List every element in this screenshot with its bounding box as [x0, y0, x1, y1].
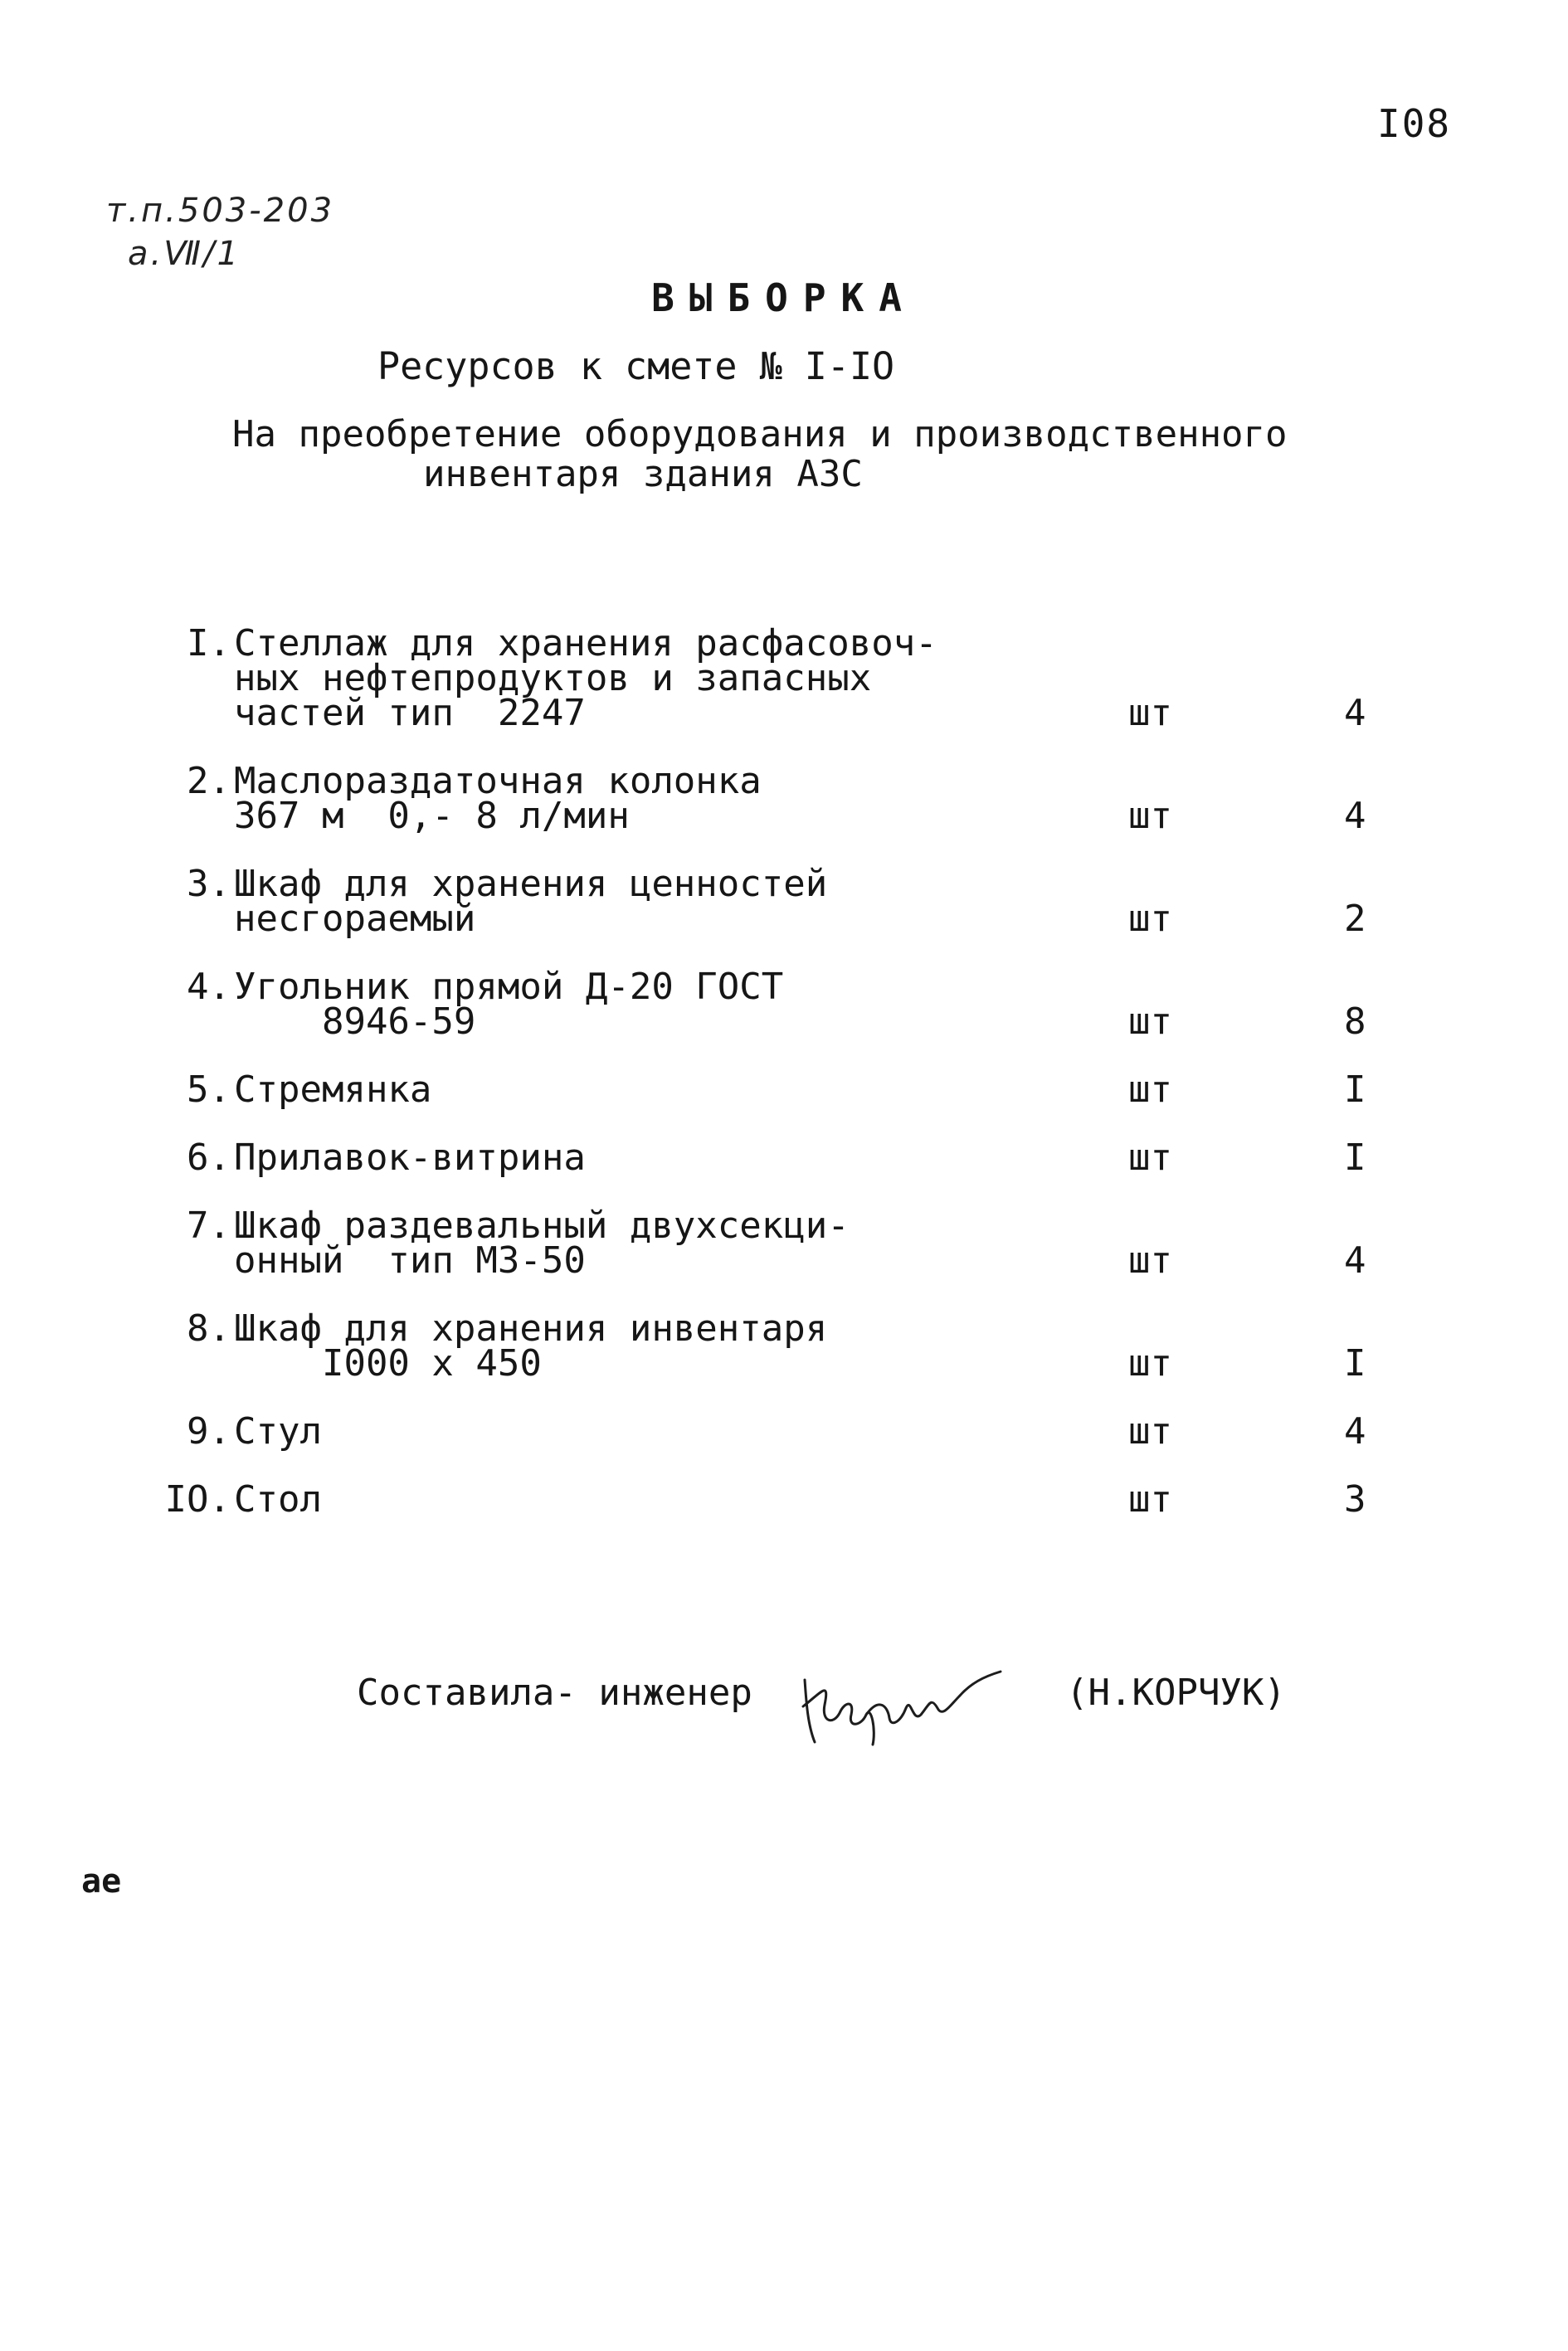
- item-unit: шт: [1128, 1239, 1172, 1282]
- item-unit: шт: [1128, 1137, 1172, 1179]
- item-quantity: I: [1344, 1068, 1366, 1111]
- item-description-line: Стол: [234, 1478, 322, 1521]
- item-description: [234, 622, 937, 734]
- item-description-line: Стул: [234, 1410, 322, 1453]
- document-title: ВЫБОРКА: [651, 275, 917, 320]
- list-item: [124, 863, 1419, 940]
- item-number: 5.: [187, 1068, 231, 1111]
- item-description: [234, 1478, 322, 1521]
- item-description: [234, 863, 828, 940]
- list-item: [124, 622, 1419, 734]
- item-quantity: 4: [1344, 1410, 1366, 1453]
- item-quantity: 3: [1344, 1478, 1366, 1521]
- item-description-line: 367 м 0,- 8 л/мин: [234, 795, 630, 837]
- list-item: [124, 1478, 1419, 1521]
- list-item: [124, 1307, 1419, 1385]
- item-number: 2.: [187, 760, 231, 802]
- item-quantity: 4: [1344, 1239, 1366, 1282]
- item-description-line: онный тип МЗ-50: [234, 1239, 586, 1282]
- item-unit: шт: [1128, 1410, 1172, 1453]
- item-number: 8.: [187, 1307, 231, 1350]
- item-description-line: Стремянка: [234, 1068, 432, 1111]
- item-unit: шт: [1128, 795, 1172, 837]
- item-description: [234, 760, 762, 837]
- item-description-line: Шкаф для хранения ценностей: [234, 863, 828, 905]
- item-number: 6.: [187, 1137, 231, 1179]
- list-item: [124, 1205, 1419, 1282]
- purpose-line-1: На преобретение оборудования и производственного: [232, 413, 1288, 455]
- list-item: [124, 1137, 1419, 1179]
- item-description: [234, 1068, 432, 1111]
- item-number: 9.: [187, 1410, 231, 1453]
- item-number: 3.: [187, 863, 231, 905]
- item-quantity: 4: [1344, 795, 1366, 837]
- item-description-line: Угольник прямой Д-20 ГОСТ: [234, 966, 784, 1008]
- item-quantity: 4: [1344, 692, 1366, 734]
- item-unit: шт: [1128, 898, 1172, 940]
- item-description-line: Маслораздаточная колонка: [234, 760, 762, 802]
- item-description: [234, 1137, 586, 1179]
- item-unit: шт: [1128, 1000, 1172, 1043]
- item-description-line: Шкаф для хранения инвентаря: [234, 1307, 828, 1350]
- item-description: [234, 1410, 322, 1453]
- item-description-line: Стеллаж для хранения расфасовоч-: [234, 622, 937, 664]
- item-description: [234, 966, 784, 1043]
- handwritten-signature: [796, 1647, 1012, 1755]
- list-item: [124, 1410, 1419, 1453]
- item-unit: шт: [1128, 692, 1172, 734]
- item-description-line: I000 х 450: [234, 1342, 542, 1385]
- item-quantity: I: [1344, 1137, 1366, 1179]
- item-description: [234, 1307, 828, 1385]
- item-number: 7.: [187, 1205, 231, 1247]
- item-number: 4.: [187, 966, 231, 1008]
- item-unit: шт: [1128, 1478, 1172, 1521]
- handnote-line-1: т.п.503-203: [106, 192, 335, 230]
- signatory-name: (Н.КОРЧУК): [1066, 1672, 1286, 1714]
- item-description: [234, 1205, 850, 1282]
- signature-label: Составила- инженер: [357, 1672, 752, 1714]
- item-description-line: 8946-59: [234, 1000, 476, 1043]
- item-quantity: 2: [1344, 898, 1366, 940]
- purpose-line-2: инвентаря здания АЗС: [423, 453, 863, 495]
- item-quantity: 8: [1344, 1000, 1366, 1043]
- list-item: [124, 760, 1419, 837]
- page-number: I08: [1377, 101, 1452, 146]
- item-number: I.: [187, 622, 231, 664]
- item-unit: шт: [1128, 1068, 1172, 1111]
- item-description-line: Прилавок-витрина: [234, 1137, 586, 1179]
- document-purpose: [232, 415, 1288, 494]
- handnote-line-2: а.Ⅶ/1: [128, 235, 241, 273]
- item-unit: шт: [1128, 1342, 1172, 1385]
- list-item: [124, 966, 1419, 1043]
- item-description-line: ных нефтепродуктов и запасных: [234, 657, 872, 699]
- footer-mark: ae: [81, 1862, 122, 1901]
- item-quantity: I: [1344, 1342, 1366, 1385]
- item-number: IO.: [164, 1478, 231, 1521]
- item-description-line: частей тип 2247: [234, 692, 586, 734]
- list-item: [124, 1068, 1419, 1111]
- document-subtitle: Ресурсов к смете № I-IO: [377, 344, 895, 388]
- handwritten-reference: [106, 189, 334, 275]
- item-description-line: несгораемый: [234, 898, 476, 940]
- item-description-line: Шкаф раздевальный двухсекци-: [234, 1205, 850, 1247]
